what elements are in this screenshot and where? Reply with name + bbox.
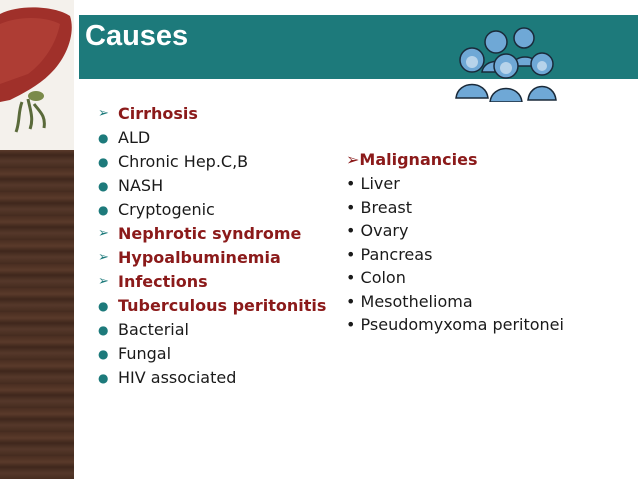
list-item: • Pancreas bbox=[346, 244, 433, 264]
list-item bbox=[98, 222, 326, 246]
list-item bbox=[98, 150, 326, 174]
list-item bbox=[98, 318, 326, 342]
list-item bbox=[98, 102, 326, 126]
list-item: • Ovary bbox=[346, 221, 409, 240]
list-item-label: Nephrotic syndrome bbox=[118, 224, 302, 243]
liver-icon bbox=[0, 4, 74, 144]
people-group-icon bbox=[446, 22, 562, 102]
arrow-bullet-icon: ➢ bbox=[98, 106, 109, 121]
list-item: • Breast bbox=[346, 197, 412, 217]
malignancies-heading: ➢Malignancies bbox=[346, 150, 478, 169]
list-item: • Mesothelioma bbox=[346, 291, 473, 311]
dot-bullet-icon: ● bbox=[98, 299, 109, 313]
list-item: • Colon bbox=[346, 268, 406, 287]
list-item-label: HIV associated bbox=[118, 368, 237, 387]
list-item-label: Cirrhosis bbox=[118, 104, 198, 123]
list-item bbox=[98, 366, 326, 390]
list-item bbox=[98, 198, 326, 222]
list-item-label: Fungal bbox=[118, 344, 172, 363]
dot-bullet-icon: ● bbox=[98, 347, 109, 361]
list-item bbox=[98, 342, 326, 366]
list-item bbox=[98, 174, 326, 198]
list-item-label: ALD bbox=[118, 128, 151, 147]
dot-bullet-icon: ● bbox=[98, 203, 109, 217]
list-item: • Liver bbox=[346, 174, 400, 193]
arrow-bullet-icon: ➢ bbox=[98, 250, 109, 265]
list-item-label: Cryptogenic bbox=[118, 200, 215, 219]
list-item-label: Bacterial bbox=[118, 320, 189, 339]
list-item bbox=[98, 294, 326, 318]
list-item bbox=[98, 246, 326, 270]
malignancies-list bbox=[346, 172, 564, 337]
arrow-bullet-icon: ➢ bbox=[98, 274, 109, 289]
list-item-label: Tuberculous peritonitis bbox=[118, 296, 327, 315]
causes-list bbox=[98, 102, 326, 390]
dot-bullet-icon: ● bbox=[98, 179, 109, 193]
dot-bullet-icon: ● bbox=[98, 155, 109, 169]
list-item: • Pseudomyxoma peritonei bbox=[346, 315, 564, 334]
list-item-label: NASH bbox=[118, 176, 164, 195]
dot-bullet-icon: ● bbox=[98, 323, 109, 337]
list-item bbox=[98, 126, 326, 150]
dot-bullet-icon: ● bbox=[98, 131, 109, 145]
slide-title: Causes bbox=[85, 20, 189, 52]
list-item-label: Infections bbox=[118, 272, 208, 291]
arrow-bullet-icon: ➢ bbox=[98, 226, 109, 241]
list-item bbox=[98, 270, 326, 294]
list-item-label: Hypoalbuminemia bbox=[118, 248, 281, 267]
dot-bullet-icon: ● bbox=[98, 371, 109, 385]
list-item-label: Chronic Hep.C,B bbox=[118, 152, 249, 171]
